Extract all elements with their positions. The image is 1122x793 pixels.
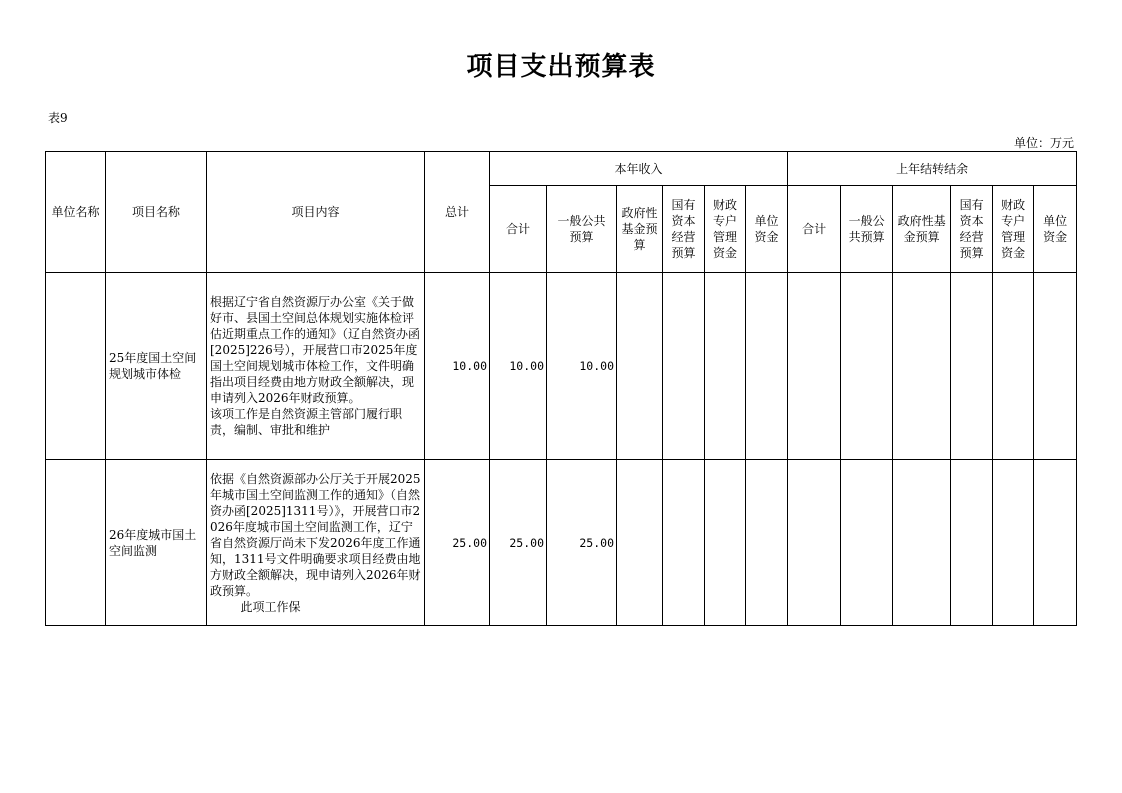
header-subtotal: 合计 bbox=[490, 186, 547, 273]
header-current-income: 本年收入 bbox=[490, 152, 788, 186]
header-project-content: 项目内容 bbox=[207, 152, 425, 273]
cell-prev-subtotal bbox=[788, 273, 841, 460]
header-prev-balance: 上年结转结余 bbox=[788, 152, 1077, 186]
header-prev-general-public: 一般公共预算 bbox=[841, 186, 893, 273]
cell-fiscal-special bbox=[705, 273, 746, 460]
cell-unit-name bbox=[46, 273, 106, 460]
cell-prev-state-capital bbox=[951, 273, 993, 460]
cell-project-content: 依据《自然资源部办公厅关于开展2025年城市国土空间监测工作的通知》（自然资办函[2025]1311号）》，开展营口市2026年度城市国土空间监测工作，辽宁省自然资源厅尚未下发2026年度工作通知，1311号文件明确要求项目经费由地方财政全额解决，现申请列入2026年财政预算。 此项工作保 bbox=[207, 460, 425, 626]
header-fiscal-special: 财政专户管理资金 bbox=[705, 186, 746, 273]
cell-state-capital bbox=[663, 460, 705, 626]
header-general-public: 一般公共预算 bbox=[547, 186, 617, 273]
cell-fiscal-special bbox=[705, 460, 746, 626]
header-total: 总计 bbox=[425, 152, 490, 273]
table-row bbox=[46, 273, 1077, 460]
cell-prev-subtotal bbox=[788, 460, 841, 626]
cell-project-name: 25年度国土空间规划城市体检 bbox=[106, 273, 207, 460]
header-prev-subtotal: 合计 bbox=[788, 186, 841, 273]
cell-subtotal: 25.00 bbox=[490, 460, 547, 626]
budget-table bbox=[45, 151, 1077, 626]
cell-prev-general-public bbox=[841, 460, 893, 626]
cell-prev-unit-funds bbox=[1034, 460, 1077, 626]
header-gov-fund: 政府性基金预算 bbox=[617, 186, 663, 273]
header-project-name: 项目名称 bbox=[106, 152, 207, 273]
cell-unit-funds bbox=[746, 273, 788, 460]
header-unit-name: 单位名称 bbox=[46, 152, 106, 273]
cell-prev-fiscal-special bbox=[993, 460, 1034, 626]
cell-prev-general-public bbox=[841, 273, 893, 460]
cell-total: 25.00 bbox=[425, 460, 490, 626]
cell-project-content: 根据辽宁省自然资源厅办公室《关于做好市、县国土空间总体规划实施体检评估近期重点工作的通知》（辽自然资办函[2025]226号），开展营口市2025年度国土空间规划城市体检工作，文件明确指出项目经费由地方财政全额解决，现申请列入2026年财政预算。 该项工作是自然资源主管部门履行职责，编制、审批和维护 bbox=[207, 273, 425, 460]
cell-prev-unit-funds bbox=[1034, 273, 1077, 460]
header-prev-gov-fund: 政府性基金预算 bbox=[893, 186, 951, 273]
header-unit-funds: 单位资金 bbox=[746, 186, 788, 273]
cell-prev-state-capital bbox=[951, 460, 993, 626]
cell-subtotal: 10.00 bbox=[490, 273, 547, 460]
cell-project-name: 26年度城市国土空间监测 bbox=[106, 460, 207, 626]
cell-general-public: 25.00 bbox=[547, 460, 617, 626]
unit-label: 单位：万元 bbox=[1013, 136, 1074, 150]
page-title: 项目支出预算表 bbox=[466, 52, 656, 82]
cell-state-capital bbox=[663, 273, 705, 460]
header-prev-unit-funds: 单位资金 bbox=[1034, 186, 1077, 273]
header-prev-state-capital: 国有资本经营预算 bbox=[951, 186, 993, 273]
table-number: 表9 bbox=[48, 111, 68, 125]
cell-unit-funds bbox=[746, 460, 788, 626]
table-row bbox=[46, 460, 1077, 626]
cell-total: 10.00 bbox=[425, 273, 490, 460]
header-prev-fiscal-special: 财政专户管理资金 bbox=[993, 186, 1034, 273]
cell-general-public: 10.00 bbox=[547, 273, 617, 460]
cell-gov-fund bbox=[617, 460, 663, 626]
cell-unit-name bbox=[46, 460, 106, 626]
cell-prev-gov-fund bbox=[893, 273, 951, 460]
cell-gov-fund bbox=[617, 273, 663, 460]
header-state-capital: 国有资本经营预算 bbox=[663, 186, 705, 273]
cell-prev-gov-fund bbox=[893, 460, 951, 626]
header-row-1 bbox=[46, 152, 1077, 186]
cell-prev-fiscal-special bbox=[993, 273, 1034, 460]
